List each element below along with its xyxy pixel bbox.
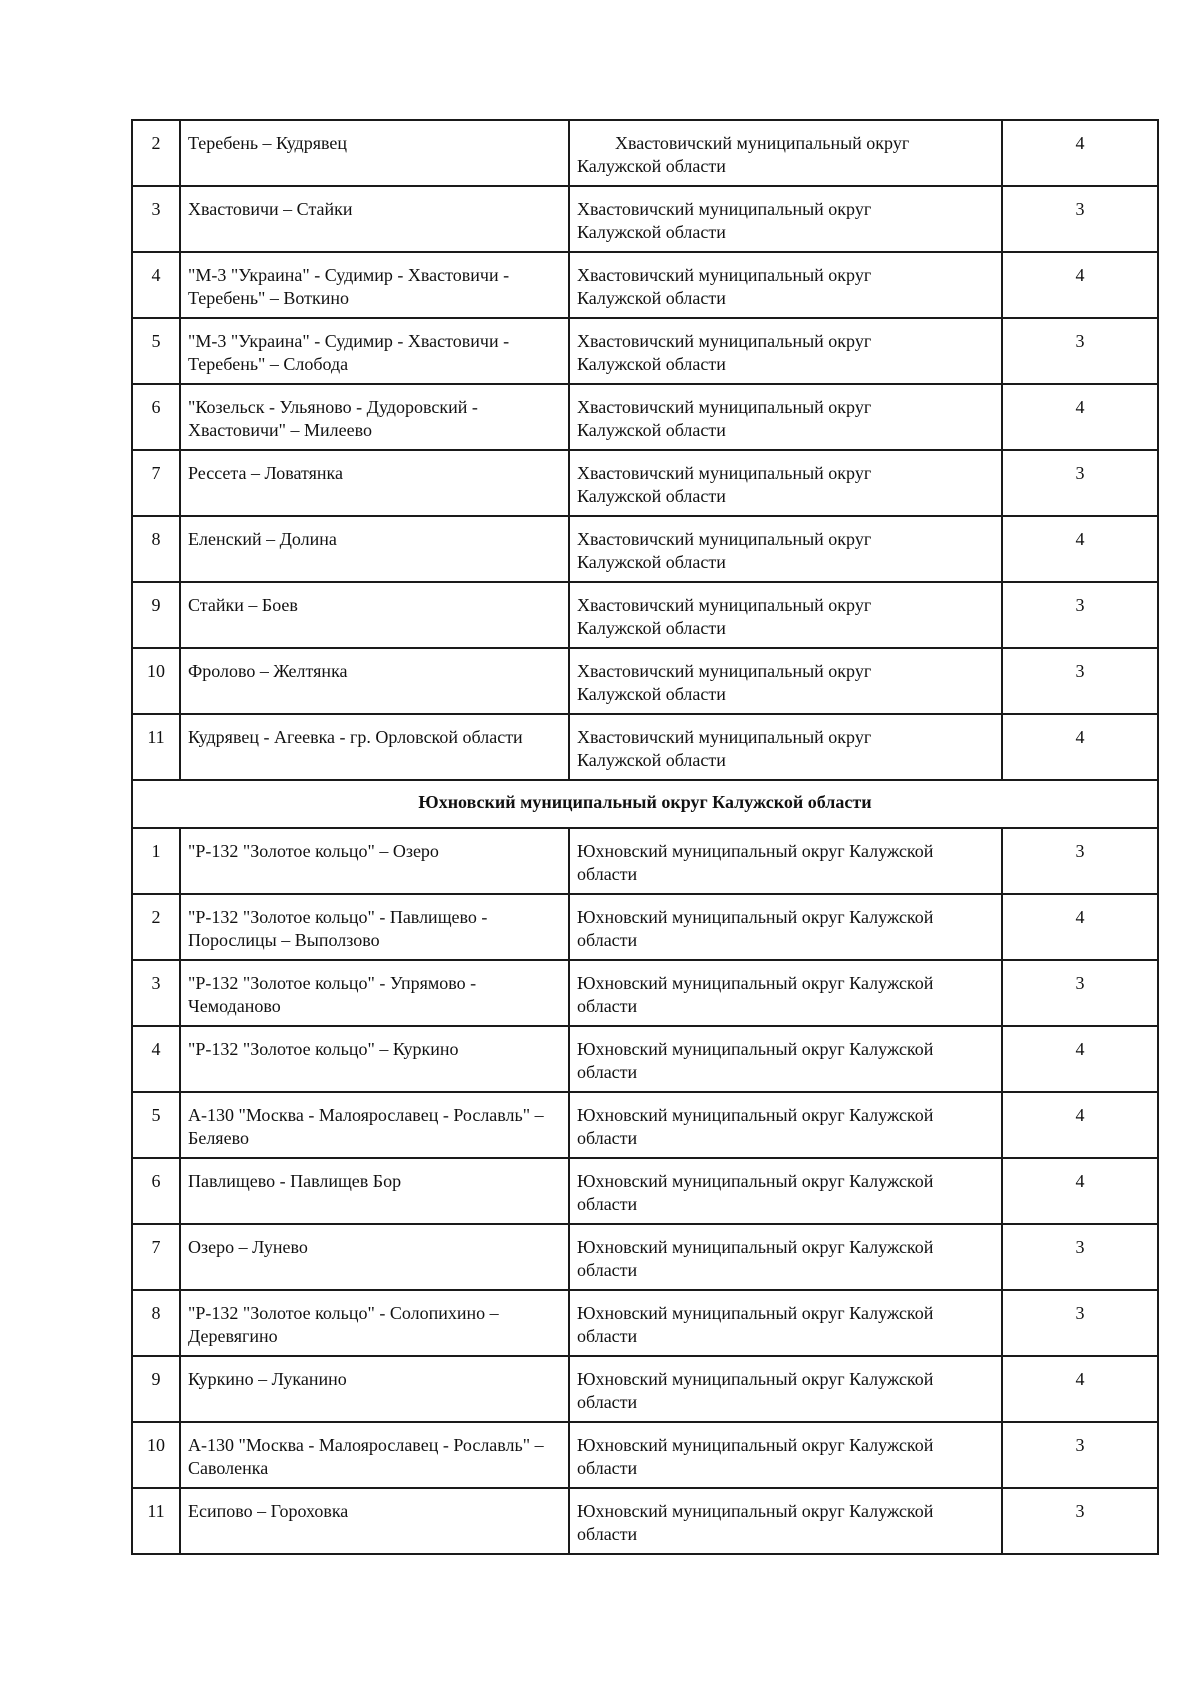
- road-class: 4: [1002, 714, 1158, 780]
- district-cell: [569, 714, 1002, 780]
- road-class: 3: [1002, 186, 1158, 252]
- district-line-2: Калужской области: [577, 288, 726, 308]
- road-name: Теребень – Кудрявец: [180, 120, 569, 186]
- table-row: [132, 1290, 1158, 1356]
- district-name: Юхновский муниципальный округ Калужской области: [569, 894, 1002, 960]
- table-row: [132, 450, 1158, 516]
- road-name: Фролово – Желтянка: [180, 648, 569, 714]
- row-number: 11: [132, 1488, 180, 1554]
- table-row: [132, 1356, 1158, 1422]
- district-line-1: Хвастовичский муниципальный округ: [577, 199, 872, 219]
- district-line-2: Калужской области: [577, 750, 726, 770]
- table-row: [132, 1488, 1158, 1554]
- district-cell: [569, 450, 1002, 516]
- road-name: "Р-132 "Золотое кольцо" – Озеро: [180, 828, 569, 894]
- road-name: Еленский – Долина: [180, 516, 569, 582]
- district-line-1: Хвастовичский муниципальный округ: [577, 727, 872, 747]
- table-row: [132, 1026, 1158, 1092]
- table-row: [132, 582, 1158, 648]
- district-cell: [569, 318, 1002, 384]
- district-line-1: Хвастовичский муниципальный округ: [577, 463, 872, 483]
- district-line-2: Калужской области: [577, 684, 726, 704]
- road-class: 3: [1002, 1488, 1158, 1554]
- table-row: [132, 1092, 1158, 1158]
- district-line-1: Хвастовичский муниципальный округ: [577, 265, 872, 285]
- district-name: Юхновский муниципальный округ Калужской области: [569, 1356, 1002, 1422]
- road-class: 4: [1002, 894, 1158, 960]
- row-number: 5: [132, 1092, 180, 1158]
- row-number: 1: [132, 828, 180, 894]
- district-name: Юхновский муниципальный округ Калужской области: [569, 1158, 1002, 1224]
- row-number: 8: [132, 516, 180, 582]
- row-number: 5: [132, 318, 180, 384]
- table-row: [132, 1158, 1158, 1224]
- road-name: "Р-132 "Золотое кольцо" - Солопихино – Деревягино: [180, 1290, 569, 1356]
- row-number: 4: [132, 252, 180, 318]
- district-line-1: Хвастовичский муниципальный округ: [615, 133, 910, 153]
- district-line-2: Калужской области: [577, 552, 726, 572]
- table-row: [132, 1224, 1158, 1290]
- row-number: 3: [132, 186, 180, 252]
- district-name: Юхновский муниципальный округ Калужской области: [569, 1422, 1002, 1488]
- road-name: Хвастовичи – Стайки: [180, 186, 569, 252]
- road-class: 3: [1002, 450, 1158, 516]
- row-number: 3: [132, 960, 180, 1026]
- district-line-1: Хвастовичский муниципальный округ: [577, 397, 872, 417]
- road-class: 4: [1002, 252, 1158, 318]
- road-name: "Р-132 "Золотое кольцо" - Павлищево - Порослицы – Выползово: [180, 894, 569, 960]
- row-number: 4: [132, 1026, 180, 1092]
- table-row: [132, 384, 1158, 450]
- road-name: Куркино – Луканино: [180, 1356, 569, 1422]
- road-class: 4: [1002, 1092, 1158, 1158]
- road-class: 4: [1002, 1356, 1158, 1422]
- road-name: Стайки – Боев: [180, 582, 569, 648]
- road-class: 3: [1002, 648, 1158, 714]
- road-name: Рессета – Ловатянка: [180, 450, 569, 516]
- table-row: [132, 186, 1158, 252]
- district-name: Юхновский муниципальный округ Калужской области: [569, 960, 1002, 1026]
- road-class: 3: [1002, 1290, 1158, 1356]
- road-class: 4: [1002, 1026, 1158, 1092]
- road-name: Есипово – Гороховка: [180, 1488, 569, 1554]
- district-line-2: Калужской области: [577, 156, 726, 176]
- district-cell: [569, 252, 1002, 318]
- row-number: 10: [132, 648, 180, 714]
- road-name: "М-3 "Украина" - Судимир - Хвастовичи - Теребень" – Слобода: [180, 318, 569, 384]
- road-class: 3: [1002, 1422, 1158, 1488]
- roads-table: [131, 119, 1159, 1555]
- district-cell: [569, 120, 1002, 186]
- road-name: Павлищево - Павлищев Бор: [180, 1158, 569, 1224]
- district-line-2: Калужской области: [577, 618, 726, 638]
- district-line-1: Хвастовичский муниципальный округ: [577, 661, 872, 681]
- district-line-2: Калужской области: [577, 486, 726, 506]
- row-number: 9: [132, 582, 180, 648]
- road-name: "Козельск - Ульяново - Дудоровский - Хвастовичи" – Милеево: [180, 384, 569, 450]
- section-header-row: [132, 780, 1158, 828]
- road-name: А-130 "Москва - Малоярославец - Рославль" – Беляево: [180, 1092, 569, 1158]
- road-class: 3: [1002, 960, 1158, 1026]
- district-line-1: Хвастовичский муниципальный округ: [577, 529, 872, 549]
- road-class: 4: [1002, 516, 1158, 582]
- road-class: 3: [1002, 582, 1158, 648]
- road-class: 3: [1002, 828, 1158, 894]
- road-name: Кудрявец - Агеевка - гр. Орловской области: [180, 714, 569, 780]
- table-row: [132, 252, 1158, 318]
- district-cell: [569, 648, 1002, 714]
- row-number: 2: [132, 120, 180, 186]
- district-name: Юхновский муниципальный округ Калужской области: [569, 1026, 1002, 1092]
- district-line-2: Калужской области: [577, 420, 726, 440]
- table-row: [132, 714, 1158, 780]
- road-class: 4: [1002, 384, 1158, 450]
- road-class: 4: [1002, 120, 1158, 186]
- row-number: 8: [132, 1290, 180, 1356]
- road-name: А-130 "Москва - Малоярославец - Рославль" – Саволенка: [180, 1422, 569, 1488]
- table-row: [132, 648, 1158, 714]
- district-cell: [569, 384, 1002, 450]
- table-row: [132, 120, 1158, 186]
- district-cell: [569, 516, 1002, 582]
- row-number: 2: [132, 894, 180, 960]
- row-number: 6: [132, 1158, 180, 1224]
- district-cell: [569, 582, 1002, 648]
- table-row: [132, 516, 1158, 582]
- row-number: 11: [132, 714, 180, 780]
- district-line-1: Хвастовичский муниципальный округ: [577, 331, 872, 351]
- road-class: 3: [1002, 318, 1158, 384]
- row-number: 7: [132, 1224, 180, 1290]
- district-name: Юхновский муниципальный округ Калужской области: [569, 1290, 1002, 1356]
- district-name: Юхновский муниципальный округ Калужской области: [569, 1224, 1002, 1290]
- table-row: [132, 318, 1158, 384]
- district-name: Юхновский муниципальный округ Калужской области: [569, 1092, 1002, 1158]
- road-class: 4: [1002, 1158, 1158, 1224]
- district-line-2: Калужской области: [577, 222, 726, 242]
- district-cell: [569, 186, 1002, 252]
- road-class: 3: [1002, 1224, 1158, 1290]
- road-name: Озеро – Лунево: [180, 1224, 569, 1290]
- district-name: Юхновский муниципальный округ Калужской области: [569, 1488, 1002, 1554]
- district-line-1: Хвастовичский муниципальный округ: [577, 595, 872, 615]
- table-row: [132, 828, 1158, 894]
- section-title: Юхновский муниципальный округ Калужской области: [132, 780, 1158, 828]
- road-name: "Р-132 "Золотое кольцо" – Куркино: [180, 1026, 569, 1092]
- row-number: 9: [132, 1356, 180, 1422]
- table-row: [132, 1422, 1158, 1488]
- district-line-2: Калужской области: [577, 354, 726, 374]
- road-name: "Р-132 "Золотое кольцо" - Упрямово - Чемоданово: [180, 960, 569, 1026]
- table-body: [132, 120, 1158, 1554]
- table-row: [132, 894, 1158, 960]
- road-name: "М-3 "Украина" - Судимир - Хвастовичи - Теребень" – Воткино: [180, 252, 569, 318]
- row-number: 6: [132, 384, 180, 450]
- row-number: 10: [132, 1422, 180, 1488]
- row-number: 7: [132, 450, 180, 516]
- table-row: [132, 960, 1158, 1026]
- district-name: Юхновский муниципальный округ Калужской области: [569, 828, 1002, 894]
